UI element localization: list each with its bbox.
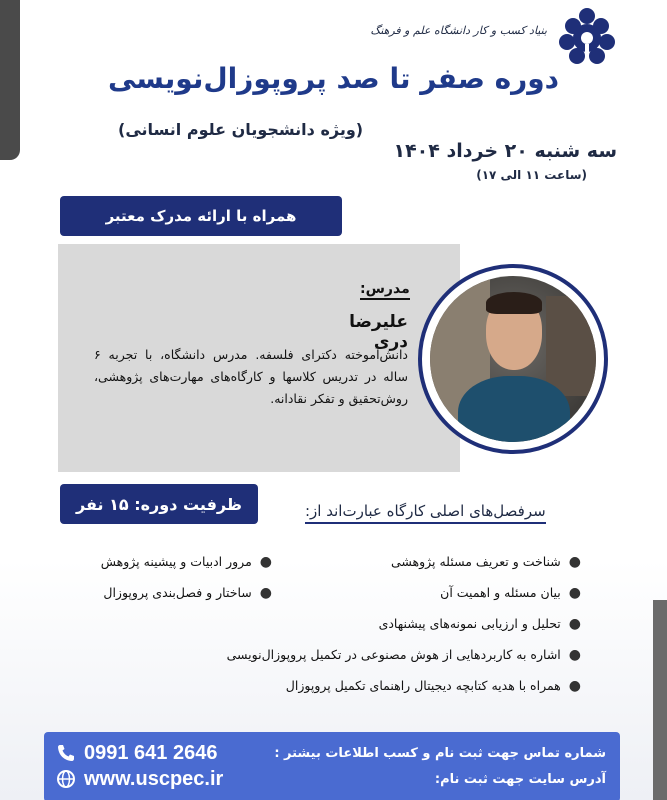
corner-decoration-right (653, 600, 667, 800)
bullet-icon: ● (568, 585, 581, 601)
page-title: دوره صفر تا صد پروپوزال‌نویسی (107, 62, 560, 95)
phone-icon (56, 743, 76, 763)
list-item: ●شناخت و تعریف مسئله پژوهشی (111, 546, 581, 577)
contact-phone-row (56, 740, 606, 766)
logo-text: بنیاد کسب و کار دانشگاه علم و فرهنگ (370, 24, 547, 37)
phone-number[interactable]: 0991 641 2646 (84, 741, 218, 764)
event-time: (ساعت ۱۱ الی ۱۷) (476, 168, 587, 182)
list-item: ●بیان مسئله و اهمیت آن (111, 577, 581, 608)
teacher-name: علیرضا دری (349, 312, 408, 352)
bullet-icon: ● (259, 554, 272, 570)
teacher-photo (430, 276, 596, 442)
certificate-banner: همراه با ارائه مدرک معتبر (60, 196, 342, 236)
flower-emblem-icon (555, 6, 619, 68)
bullet-icon: ● (259, 585, 272, 601)
bullet-icon: ● (568, 554, 581, 570)
teacher-bio: دانش‌آموخته دکترای فلسفه. مدرس دانشگاه، با تجربه ۶ ساله در تدریس کلاسها و کارگاه‌های مهارت‌های پژوهشی، روش‌تحقیق و تفکر نقادانه. (94, 347, 408, 406)
list-item: ●اشاره به کاربردهایی از هوش مصنوعی در تکمیل پروپوزال‌نویسی (111, 639, 581, 670)
capacity-badge: ظرفیت دوره: ۱۵ نفر (60, 484, 258, 524)
list-item: ●مرور ادبیات و پیشینه پژوهش (62, 546, 272, 577)
topics-list-left (62, 546, 272, 608)
website-link[interactable]: www.uscpec.ir (84, 767, 224, 790)
phone-label: شماره تماس جهت ثبت نام و کسب اطلاعات بیشتر : (274, 745, 606, 761)
bullet-icon: ● (568, 678, 581, 694)
bullet-icon: ● (568, 647, 581, 663)
topics-heading: سرفصل‌های اصلی کارگاه عبارت‌اند از: (305, 502, 546, 524)
teacher-label: مدرس: (360, 281, 410, 300)
bullet-icon: ● (568, 616, 581, 632)
event-date: سه شنبه ۲۰ خرداد ۱۴۰۴ (393, 140, 617, 162)
list-item: ●ساختار و فصل‌بندی پروپوزال (62, 577, 272, 608)
list-item: ●تحلیل و ارزیابی نمونه‌های پیشنهادی (111, 608, 581, 639)
site-label: آدرس سایت جهت ثبت نام: (434, 771, 606, 787)
globe-icon (56, 769, 76, 789)
contact-site-row (56, 766, 606, 792)
page-subtitle: (ویژه دانشجویان علوم انسانی) (118, 120, 364, 139)
list-item: ●همراه با هدیه کتابچه دیجیتال راهنمای تکمیل پروپوزال (111, 670, 581, 701)
